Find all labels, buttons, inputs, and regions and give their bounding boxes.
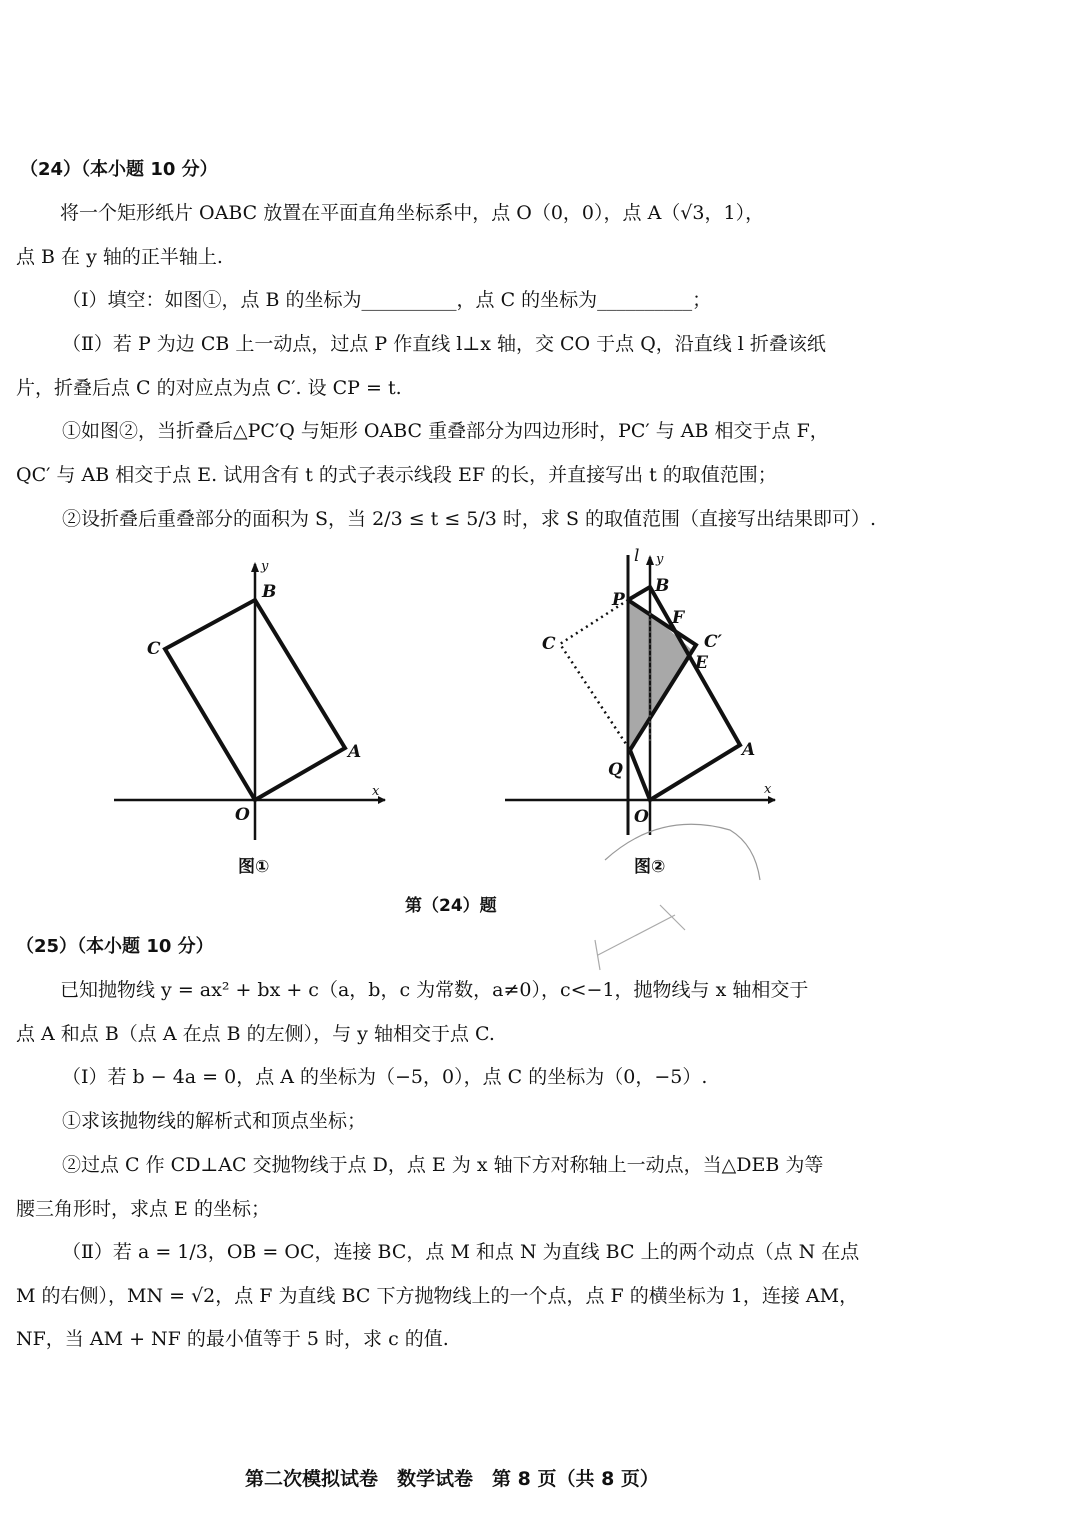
q25-subq1: ①求该抛物线的解析式和顶点坐标； bbox=[62, 1110, 367, 1132]
pencil-arc bbox=[605, 824, 760, 880]
fig2-label-B: B bbox=[655, 576, 670, 596]
fig1-label-C: C bbox=[147, 639, 161, 659]
fig2-label-x: x bbox=[764, 782, 772, 797]
fig2-y-arrow bbox=[646, 555, 654, 565]
q24-figure-caption: 第（24）题 bbox=[405, 896, 497, 916]
q25-paragraph-1: 已知抛物线 y = ax² + bx + c（a，b，c 为常数，a≠0），c<−1，抛物线与 x 轴相交于 bbox=[60, 979, 809, 1001]
fig1-caption: 图① bbox=[238, 857, 270, 877]
q25-paragraph-2: 点 A 和点 B（点 A 在点 B 的左侧），与 y 轴相交于点 C. bbox=[16, 1023, 495, 1045]
fig1-label-y: y bbox=[261, 559, 269, 574]
fig2-label-E: E bbox=[695, 653, 708, 673]
q24-header: （24）（本小题 10 分） bbox=[20, 159, 218, 180]
q25-header: （25）（本小题 10 分） bbox=[16, 936, 214, 957]
fig2-label-A: A bbox=[742, 740, 756, 760]
q24-part2: （Ⅱ）若 P 为边 CB 上一动点，过点 P 作直线 l⊥x 轴，交 CO 于点 Q，沿直线 l 折叠该纸 bbox=[62, 333, 826, 355]
fig1-label-O: O bbox=[235, 805, 250, 825]
fig2-label-F: F bbox=[672, 608, 685, 628]
q24-subq1-cont: QC′ 与 AB 相交于点 E. 试用含有 t 的式子表示线段 EF 的长，并直接写出 t 的取值范围； bbox=[16, 464, 777, 486]
fig1-label-B: B bbox=[262, 582, 277, 602]
q24-paragraph-1: 将一个矩形纸片 OABC 放置在平面直角坐标系中，点 O（0，0），点 A（√3，1）， bbox=[60, 202, 765, 224]
figure-1 bbox=[100, 550, 400, 850]
q24-paragraph-2: 点 B 在 y 轴的正半轴上. bbox=[16, 246, 223, 268]
q24-part1: （Ⅰ）填空：如图①，点 B 的坐标为__________，点 C 的坐标为__________； bbox=[62, 289, 712, 311]
q25-subq2-cont: 腰三角形时，求点 E 的坐标； bbox=[16, 1198, 270, 1220]
q24-subq1: ①如图②，当折叠后△PC′Q 与矩形 OABC 重叠部分为四边形时，PC′ 与 AB 相交于点 F， bbox=[62, 420, 829, 442]
q25-part2: （Ⅱ）若 a = 1/3，OB = OC，连接 BC，点 M 和点 N 为直线 BC 上的两个动点（点 N 在点 bbox=[62, 1241, 860, 1263]
fig1-label-x: x bbox=[372, 784, 380, 799]
q25-part2-cont-2: NF，当 AM + NF 的最小值等于 5 时，求 c 的值. bbox=[16, 1328, 449, 1350]
fig2-label-P: P bbox=[612, 590, 625, 610]
fig2-label-O: O bbox=[634, 807, 649, 827]
figure-2 bbox=[500, 545, 800, 845]
fig2-label-l: l bbox=[634, 546, 640, 566]
q25-subq2: ②过点 C 作 CD⊥AC 交抛物线于点 D，点 E 为 x 轴下方对称轴上一动点，当△DEB 为等 bbox=[62, 1154, 824, 1176]
q25-part2-cont-1: M 的右侧），MN = √2，点 F 为直线 BC 下方抛物线上的一个点，点 F 的横坐标为 1，连接 AM， bbox=[16, 1285, 859, 1307]
fig2-original-c-dotted bbox=[560, 600, 630, 750]
fig1-label-A: A bbox=[348, 742, 362, 762]
fig2-label-C-prime: C′ bbox=[704, 632, 723, 652]
q25-part1: （Ⅰ）若 b − 4a = 0，点 A 的坐标为（−5，0），点 C 的坐标为（0，−5）. bbox=[62, 1066, 708, 1088]
fig2-x-arrow bbox=[768, 796, 776, 804]
q24-part2-cont: 片，折叠后点 C 的对应点为点 C′. 设 CP = t. bbox=[16, 377, 402, 399]
page-footer: 第二次模拟试卷 数学试卷 第 8 页（共 8 页） bbox=[245, 1468, 659, 1490]
fig2-label-C: C bbox=[542, 634, 556, 654]
fig1-y-arrow bbox=[251, 562, 259, 572]
fig2-label-Q: Q bbox=[608, 760, 623, 780]
q24-subq2: ②设折叠后重叠部分的面积为 S，当 2/3 ≤ t ≤ 5/3 时，求 S 的取值范围（直接写出结果即可）. bbox=[62, 508, 877, 530]
fig2-label-y: y bbox=[656, 552, 664, 567]
fig2-caption: 图② bbox=[634, 857, 666, 877]
